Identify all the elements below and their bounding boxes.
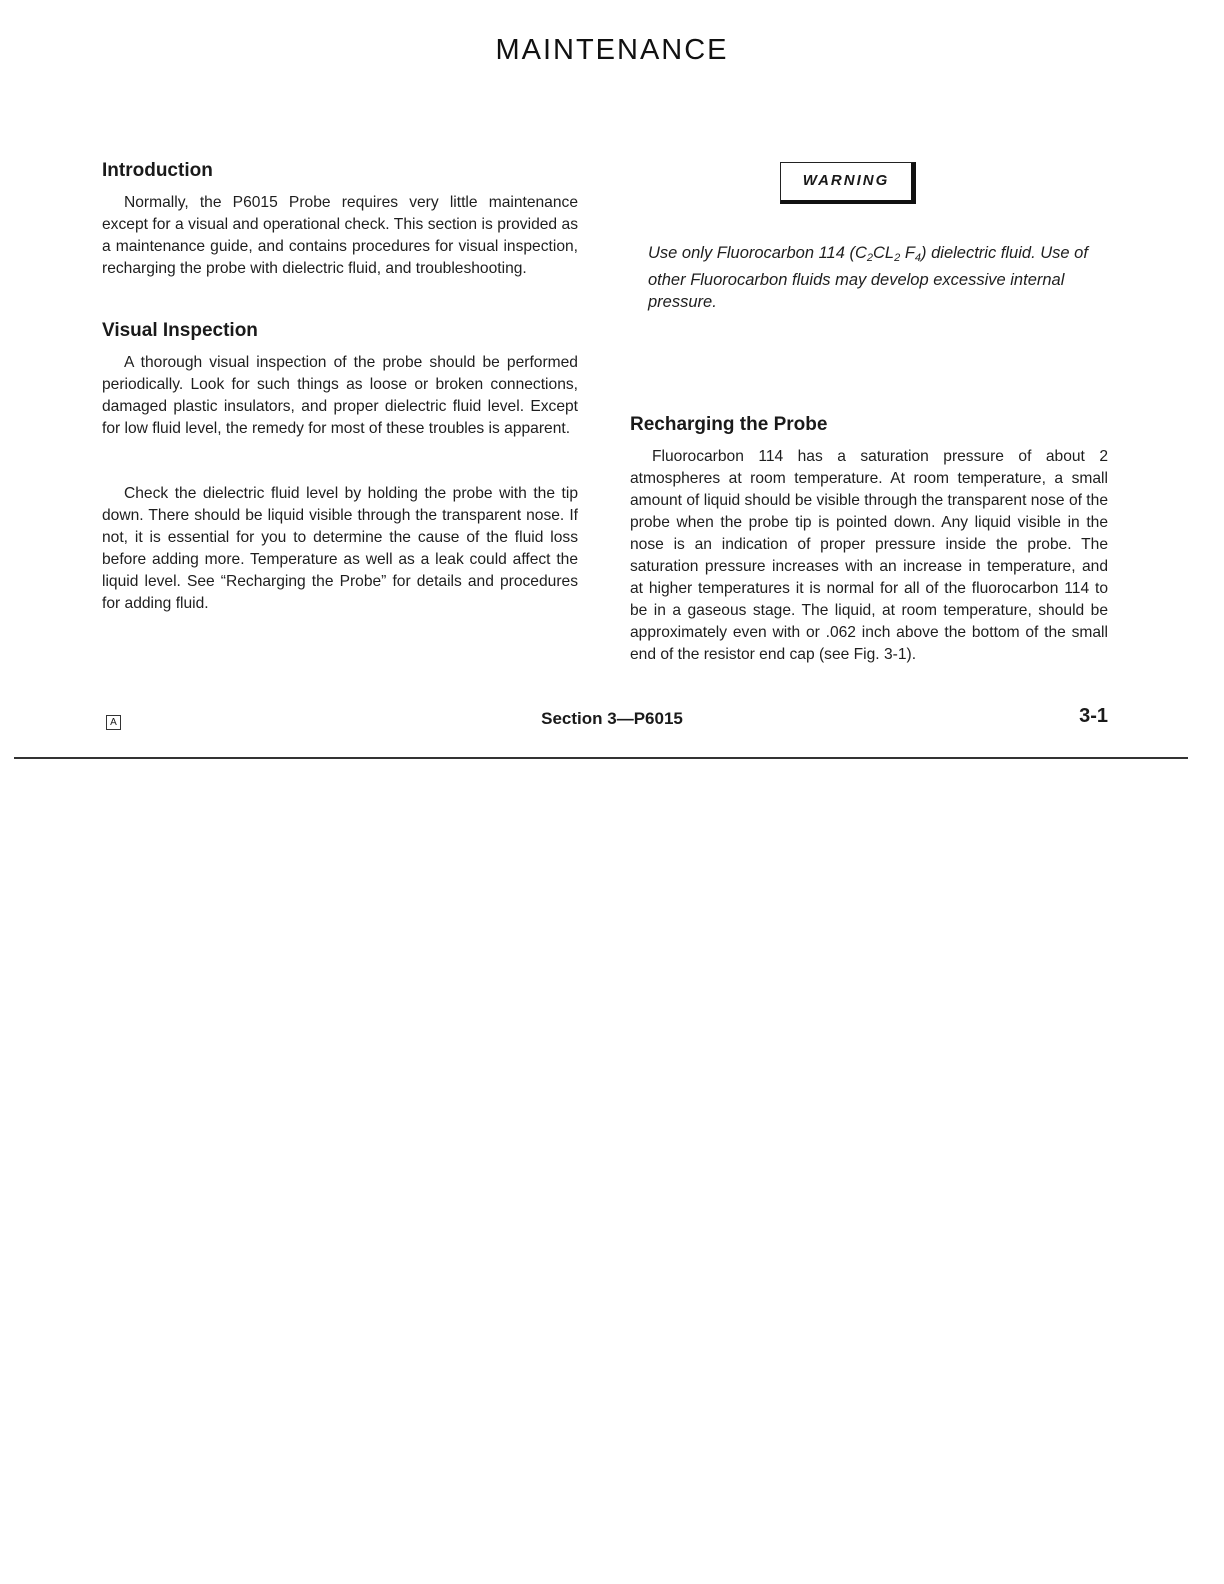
warning-subscript: 2: [894, 252, 901, 264]
warning-text-part: Use only Fluorocarbon 114 (C: [648, 244, 867, 262]
warning-text-part: ) dielectric fluid. Use of other Fluorocarbon fluids may develop excessive internal pressure.: [648, 244, 1088, 311]
warning-label: WARNING: [780, 162, 916, 204]
left-column: [102, 160, 578, 615]
footer-section-label: Section 3—P6015: [541, 709, 683, 728]
warning-subscript: 4: [914, 252, 922, 264]
introduction-paragraph: Normally, the P6015 Probe requires very little maintenance except for a visual and operational check. This section is provided as a maintenance guide, and contains procedures for visual inspection, recharging the probe with dielectric fluid, and troubleshooting.: [102, 194, 578, 277]
recharging-heading: Recharging the Probe: [630, 414, 828, 435]
footer-divider: [14, 757, 1188, 759]
visual-inspection-section: [102, 320, 578, 615]
revision-mark: A: [106, 715, 121, 730]
introduction-heading: Introduction: [102, 160, 213, 181]
warning-subscript: 2: [866, 252, 874, 264]
visual-inspection-paragraph-1: A thorough visual inspection of the probe should be performed periodically. Look for such things as loose or broken connections, damaged plastic insulators, and proper dielectric fluid level. Except for low fluid level, the remedy for most of these troubles is apparent.: [102, 354, 578, 437]
page-title: MAINTENANCE: [495, 34, 729, 66]
visual-inspection-heading: Visual Inspection: [102, 320, 258, 341]
page-number: 3-1: [1079, 705, 1108, 727]
recharging-section: [630, 414, 1108, 666]
warning-box: [780, 162, 920, 208]
right-column: [630, 160, 1108, 666]
warning-text-part: CL: [873, 244, 895, 262]
introduction-section: [102, 160, 578, 280]
warning-text-part: F: [900, 244, 915, 262]
warning-text: [648, 242, 1098, 313]
visual-inspection-paragraph-2: Check the dielectric fluid level by holding the probe with the tip down. There should be liquid visible through the transparent nose. If not, it is essential for you to determine the cause of the fluid loss before adding more. Temperature as well as a leak could affect the liquid level. See “Recharging the Probe” for details and procedures for adding fluid.: [102, 485, 578, 612]
recharging-paragraph: Fluorocarbon 114 has a saturation pressure of about 2 atmospheres at room temperature. At room temperature, a small amount of liquid should be visible through the transparent nose of the probe when the probe tip is pointed down. Any liquid visible in the nose is an indication of proper pressure inside the probe. The saturation pressure increases with an increase in temperature, and at higher temperatures it is normal for all of the fluorocarbon 114 to be in a gaseous stage. The liquid, at room temperature, should be approximately even with or .062 inch above the bottom of the small end of the resistor end cap (see Fig. 3-1).: [630, 448, 1108, 663]
